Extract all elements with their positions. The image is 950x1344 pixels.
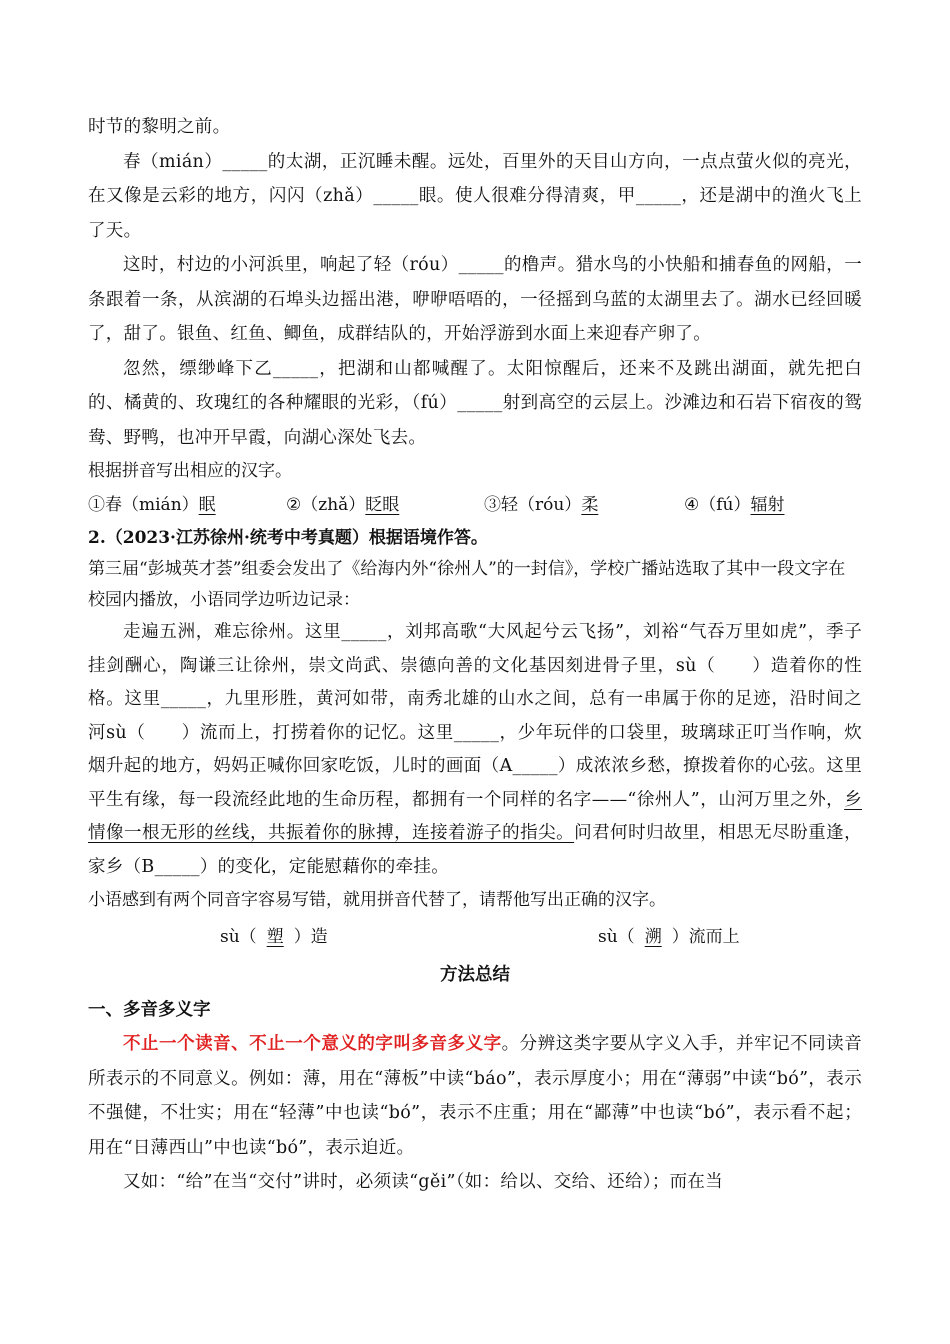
text-span: 眼。使人很难分得清爽，甲 [418,186,636,206]
answer-item [468,919,740,955]
answer-prefix: sù（ [598,927,635,947]
answer-blank: _____ [160,689,207,709]
passage-paragraph-1 [88,145,862,249]
instruction-1: 根据拼音写出相应的汉字。 [88,461,292,481]
answer-prefix: ③轻（róu） [484,495,582,515]
answer-row-2 [88,919,862,955]
instruction-2: 小语感到有两个同音字容易写错，就用拼音代替了，请帮他写出正确的汉字。 [88,890,666,910]
answer-text: 眨眼 [365,495,400,515]
answer-blank: _____ [453,722,500,743]
passage-paragraph-3 [88,352,862,456]
text-span: 忽然，缥缈峰下乙 [123,358,273,379]
answer-item [286,488,484,522]
question-2-passage [88,616,862,884]
underlined-sentence: 乡情像一根无形的丝线，共振着你的脉搏，连接着游子的指尖。 [88,789,862,843]
text-span: ）的变化，定能慰藉你的牵挂。 [199,856,450,877]
answer-prefix: ②（zhǎ） [286,495,366,515]
answer-blank: _____ [457,393,503,413]
answer-blank: _____ [222,151,268,172]
answer-text: 塑 [266,927,284,947]
text-span: 走遍五洲，难忘徐州。这里 [123,622,342,642]
text-span: ，刘邦高歌“大风起兮云飞扬”，刘裕“气吞万里如虎”，季子挂剑酬心，陶谦三让徐州，崇文尚武、崇德向善的文化基因刻进骨子里，sù（ ）造着你的性格。这里 [88,622,862,709]
answer-blank: _____ [512,756,558,776]
answer-blank: _____ [154,856,200,877]
text-span: 射到高空的云层上。沙滩边和石岩下宿夜的鸳鸯、野鸭，也冲开早霞，向湖心深处飞去。 [88,393,862,448]
text-span: ，少年玩伴的口袋里，玻璃球正叮当作响，炊烟升起的地方，妈妈正喊你回家吃饭，儿时的画面（A [88,722,862,776]
answer-text: 溯 [644,927,662,947]
highlighted-definition: 不止一个读音、不止一个意义的字叫多音多义字 [123,1034,502,1054]
answer-text: 眠 [198,495,216,515]
passage-line: 时节的黎明之前。 [88,117,231,137]
method-paragraph-2: 又如：“给”在当“交付”讲时，必须读“gěi”（如：给以、交给、还给）；而在当 [123,1172,724,1192]
question-2-intro: 第三届“彭城英才荟”组委会发出了《给海内外“徐州人”的一封信》，学校广播站选取了其中一段文字在校园内播放，小语同学边听边记录： [88,559,846,610]
answer-item [484,488,684,522]
answer-prefix: sù（ [220,927,257,947]
text-span: ，还是湖中的渔火飞上了天。 [88,186,862,241]
text-span: 问君何时归故里，相思无尽盼重逢，家乡（B [88,823,862,877]
text-span: ）成浓浓乡愁，撩拨着你的心弦。这里平生有缘，每一段流经此地的生命历程，都拥有一个同样的名字——“徐州人”，山河万里之外， [88,756,862,810]
question-2-title: 2.（2023·江苏徐州·统考中考真题）根据语境作答。 [88,528,488,548]
answer-row-1 [88,488,862,522]
answer-text: 辐射 [750,495,785,515]
answer-blank: _____ [373,186,419,206]
answer-item [88,919,468,955]
answer-suffix: ）造 [293,927,328,947]
text-span: 这时，村边的小河浜里，响起了轻（róu） [123,255,459,275]
answer-item [88,488,286,522]
text-span: ，把湖和山都喊醒了。太阳惊醒后，还来不及跳出湖面，就先把白的、橘黄的、玫瑰红的各种耀眼的光彩，（fú） [88,358,862,413]
method-paragraph-1 [88,1027,862,1165]
text-span: 的橹声。猎水鸟的小快船和捕春鱼的网船，一条跟着一条，从滨湖的石埠头边摇出港，咿咿唔唔的，一径摇到乌蓝的太湖里去了。湖水已经回暖了，甜了。银鱼、红鱼、鲫鱼，成群结队的，开始浮游到水面上来迎春产卵了。 [88,255,863,344]
text-span: 。分辨这类字要从字义入手，并牢记不同读音所表示的不同意义。例如：薄，用在“薄板”中读“báo”，表示厚度小；用在“薄弱”中读“bó”，表示不强健，不壮实；用在“轻薄”中也读“bó”，表示不庄重；用在“鄙薄”中也读“bó”，表示看不起；用在“日薄西山”中也读“bó”，表示迫近。 [88,1034,862,1158]
passage-paragraph-2 [88,248,862,352]
answer-text: 柔 [581,495,599,515]
text-span: ，九里形胜，黄河如带，南秀北雄的山水之间，总有一串属于你的足迹，沿时间之河sù（ ）流而上，打捞着你的记忆。这里 [88,689,862,743]
answer-item [684,488,784,522]
answer-blank: _____ [635,186,682,206]
answer-blank: _____ [273,358,319,379]
answer-blank: _____ [458,255,504,275]
answer-suffix: ）流而上 [671,927,740,947]
answer-prefix: ④（fú） [684,495,751,515]
answer-blank: _____ [341,622,387,642]
section-heading-1: 一、多音多义字 [88,1000,211,1020]
text-span: 春（mián） [123,151,223,172]
method-summary-title: 方法总结 [440,965,510,985]
text-span: 的太湖，正沉睡未醒。远处，百里外的天目山方向，一点点萤火似的亮光，在又像是云彩的地方，闪闪（zhǎ） [88,151,862,206]
answer-prefix: ①春（mián） [88,495,199,515]
